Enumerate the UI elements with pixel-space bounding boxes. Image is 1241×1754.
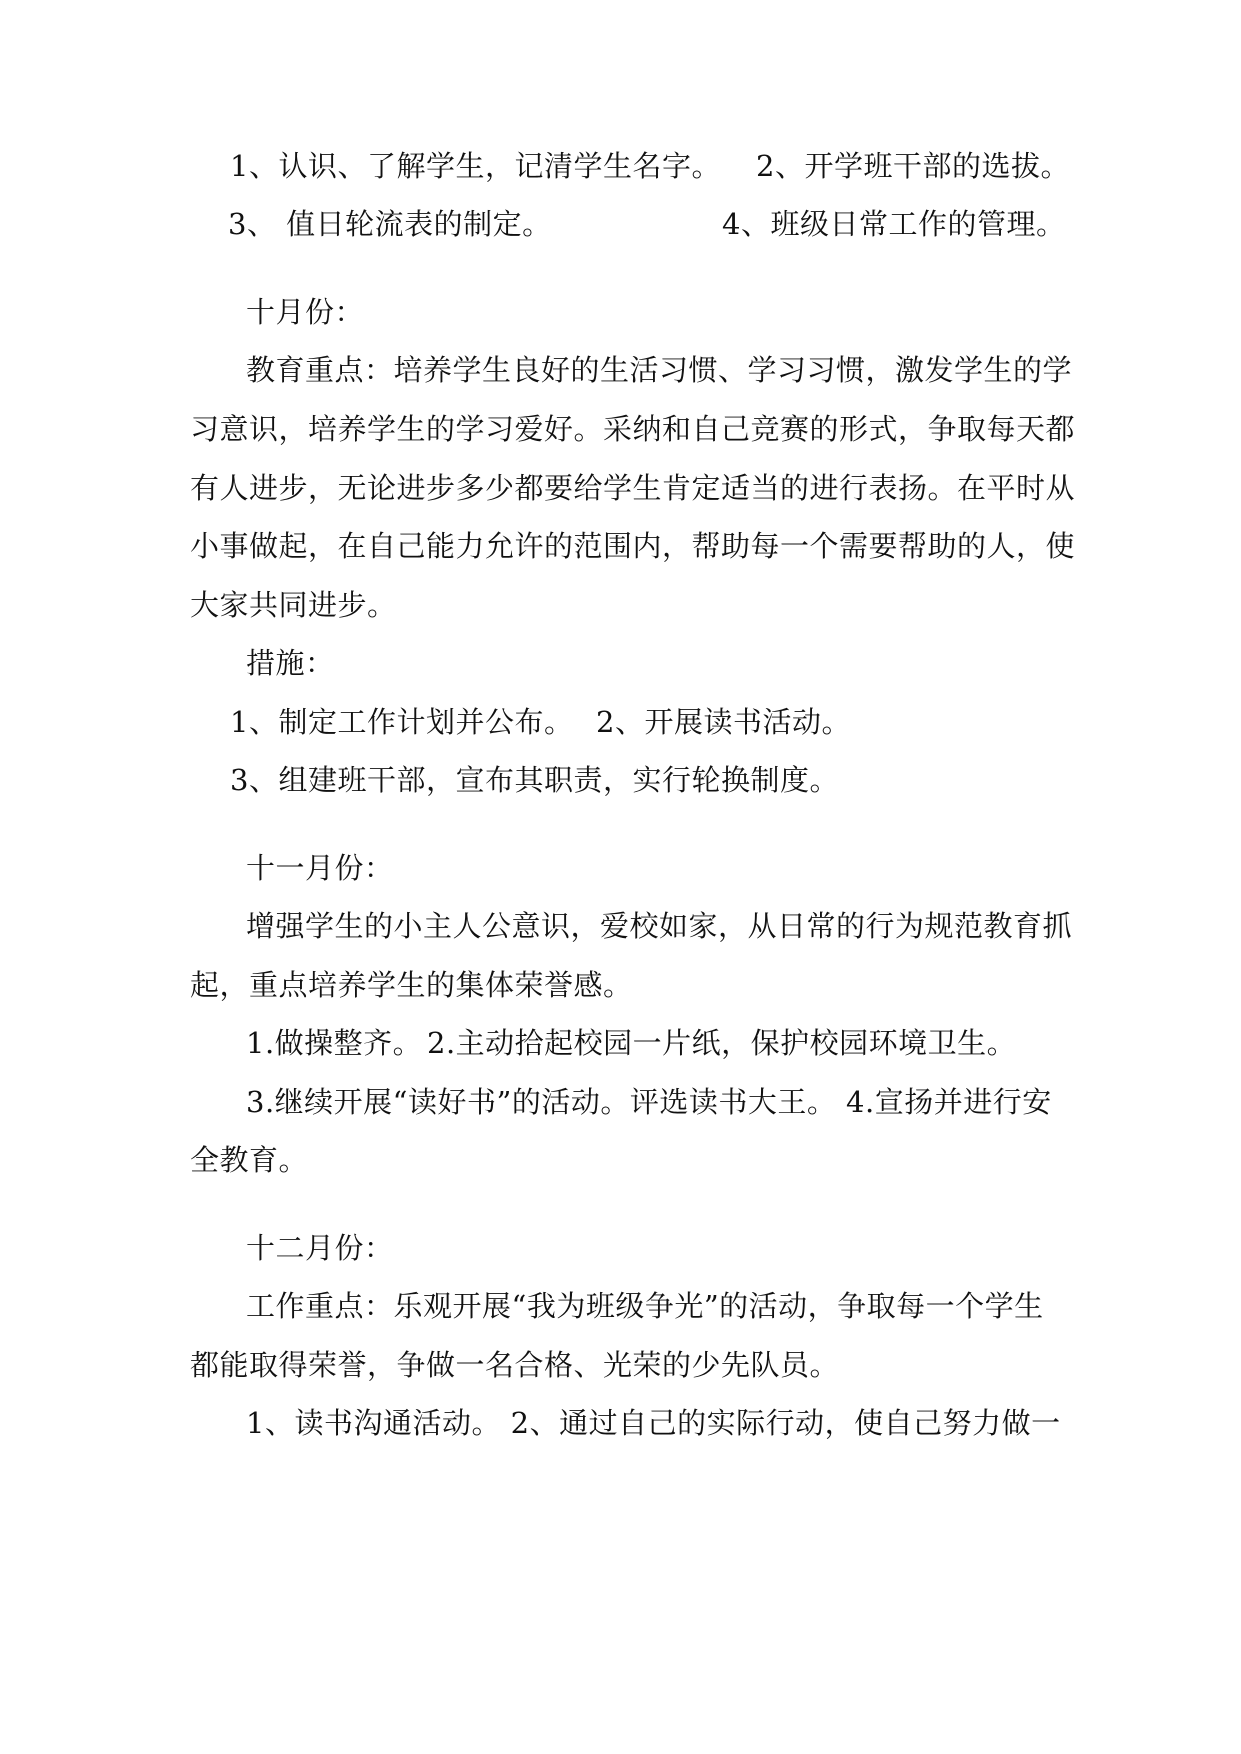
october-measure-1: 1、制定工作计划并公布。 [230, 705, 574, 739]
october-measure-2: 2、开展读书活动。 [596, 705, 851, 739]
september-item-2: 2、开学班干部的选拔。 [756, 149, 1070, 183]
october-measure-3: 3、组建班干部，宣布其职责，实行轮换制度。 [230, 763, 839, 797]
december-focus-line-2: 都能取得荣誉，争做一名合格、光荣的少先队员。 [190, 1348, 840, 1382]
december-item-line: 1、读书沟通活动。 2、通过自己的实际行动，使自己努力做一 [246, 1406, 1061, 1440]
november-item-1: 1.做操整齐。 [246, 1026, 423, 1060]
november-item-2: 2.主动拾起校园一片纸，保护校园环境卫生。 [427, 1026, 1017, 1060]
october-heading: 十月份： [246, 295, 365, 329]
december-heading: 十二月份： [246, 1231, 394, 1265]
november-item-3-line-1: 3.继续开展“读好书”的活动。评选读书大王。 4.宣扬并进行安 [246, 1085, 1052, 1119]
november-intro-line-1: 增强学生的小主人公意识，爱校如家，从日常的行为规范教育抓 [246, 909, 1073, 943]
november-intro-line-2: 起，重点培养学生的集体荣誉感。 [190, 968, 633, 1002]
october-focus-line-4: 小事做起，在自己能力允许的范围内，帮助每一个需要帮助的人，使 [190, 529, 1076, 563]
october-focus-line-3: 有人进步，无论进步多少都要给学生肯定适当的进行表扬。在平时从 [190, 471, 1076, 505]
october-measures-label: 措施： [246, 646, 335, 680]
october-focus-line-2: 习意识，培养学生的学习爱好。采纳和自己竞赛的形式，争取每天都 [190, 412, 1076, 446]
november-heading: 十一月份： [246, 851, 394, 885]
october-focus-line-1: 教育重点：培养学生良好的生活习惯、学习习惯，激发学生的学 [246, 353, 1073, 387]
september-item-3: 3、 值日轮流表的制定。 [228, 207, 552, 241]
december-focus-line-1: 工作重点：乐观开展“我为班级争光”的活动，争取每一个学生 [246, 1289, 1044, 1323]
september-item-1: 1、认识、了解学生，记清学生名字。 [230, 149, 721, 183]
september-item-4: 4、班级日常工作的管理。 [722, 207, 1066, 241]
october-focus-line-5: 大家共同进步。 [190, 588, 397, 622]
november-item-3-line-2: 全教育。 [190, 1143, 309, 1177]
